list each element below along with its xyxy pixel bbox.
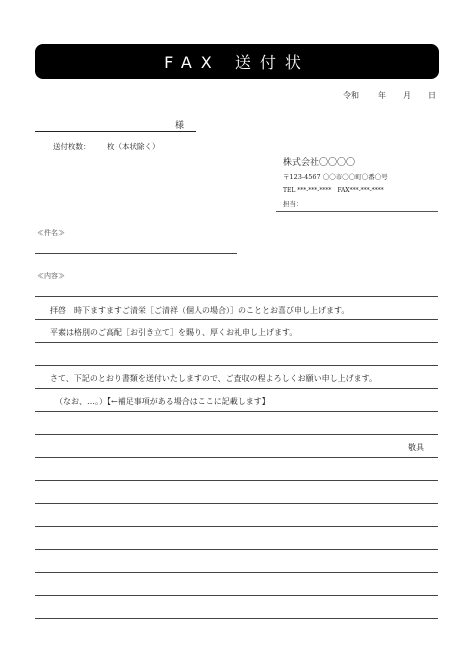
ruled-line — [35, 595, 438, 596]
date-era: 令和 — [343, 91, 359, 100]
ruled-line — [35, 365, 438, 366]
greeting-line: 拝啓 時下ますますご清栄［ご清祥（個人の場合）］のこととお喜び申し上げます。 — [50, 306, 350, 315]
ruled-line — [35, 434, 438, 435]
ruled-line — [35, 480, 438, 481]
ruled-line — [35, 319, 438, 320]
ruled-line — [35, 503, 438, 504]
ruled-line — [35, 388, 438, 389]
ruled-line — [35, 618, 438, 619]
sender-divider — [276, 211, 438, 212]
ruled-line — [35, 526, 438, 527]
recipient-suffix: 様 — [175, 121, 185, 131]
ruled-line — [35, 342, 438, 343]
sender-address: 〒123-4567 〇〇市〇〇町〇番〇号 — [283, 173, 388, 181]
sending-notice-line: さて、下記のとおり書類を送付いたしますので、ご査収の程よろしくお願い申し上げます。 — [50, 374, 378, 383]
pages-label: 送付枚数： — [53, 142, 91, 151]
date-year: 年 — [378, 91, 386, 100]
date-day: 日 — [428, 91, 436, 100]
subject-label: ≪件名≫ — [37, 229, 65, 237]
supplement-line: （なお、…。）【←補足事項がある場合はここに記載します】 — [55, 397, 270, 406]
fax-title: FAX 送付状 — [164, 53, 310, 72]
ruled-line — [35, 572, 438, 573]
ruled-line — [35, 296, 438, 297]
subject-line — [35, 253, 237, 254]
ruled-line — [35, 411, 438, 412]
ruled-line — [35, 457, 438, 458]
date-month: 月 — [403, 91, 411, 100]
sender-company: 株式会社〇〇〇〇 — [283, 158, 356, 168]
ruled-line — [35, 549, 438, 550]
sender-tel-fax: TEL ***-***-**** FAX***-***-**** — [283, 187, 384, 194]
fax-title-banner — [35, 44, 439, 79]
pages-unit: 枚（本状除く） — [107, 142, 160, 151]
content-label: ≪内容≫ — [37, 272, 65, 280]
closing-word: 敬具 — [408, 443, 424, 452]
recipient-line — [35, 131, 196, 132]
regards-line: 平素は格別のご高配［お引き立て］を賜り、厚くお礼申し上げます。 — [50, 328, 298, 337]
sender-person: 担当： — [283, 200, 303, 208]
